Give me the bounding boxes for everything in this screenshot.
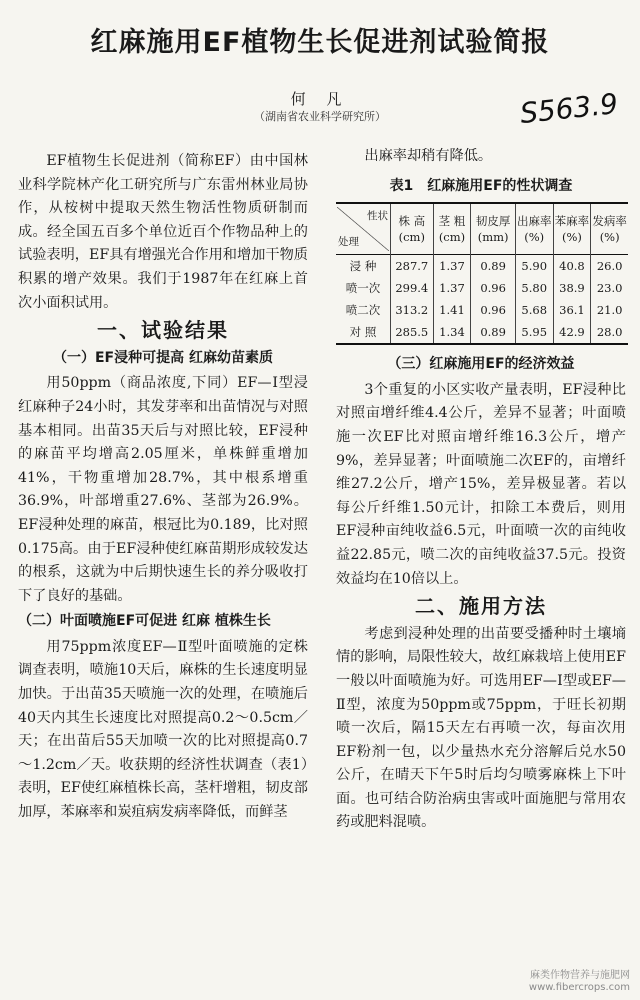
table-cell: 40.8 bbox=[553, 255, 591, 278]
row-label: 喷二次 bbox=[345, 303, 381, 318]
table-cell: 1.37 bbox=[433, 277, 471, 299]
table-header-cell: 株 高 (cm) bbox=[391, 203, 434, 255]
table-cell: 5.68 bbox=[515, 299, 553, 321]
author-name: 何 凡 bbox=[290, 90, 350, 108]
diag-label-trait: 性状 bbox=[367, 210, 388, 223]
table-row bbox=[336, 277, 628, 299]
table-cell: 287.7 bbox=[391, 255, 434, 278]
table-cell: 38.9 bbox=[553, 277, 591, 299]
table-cell: 5.90 bbox=[515, 255, 553, 278]
table-cell: 299.4 bbox=[391, 277, 434, 299]
table-diagonal-header-cell bbox=[336, 203, 391, 255]
author-affiliation: （湖南省农业科学研究所） bbox=[254, 110, 386, 123]
economic-benefit-paragraph: 3个重复的小区实收产量表明，EF浸种比对照亩增纤维4.4公斤，差异不显著；叶面喷施一次EF比对照亩增纤维16.3公斤，增产9%，差异显著；叶面喷施二次EF的，亩增纤维27.2公斤，增产15%，差异极显著。若以每公斤纤维1.50元计，扣除工本费后，则用EF浸种亩纯收益6.5元，叶面喷一次的亩纯收益22.85元，喷二次的亩纯收益37.5元。投资效益均在10倍以上。 bbox=[336, 381, 626, 587]
watermark-url: www.fibercrops.com bbox=[528, 982, 630, 993]
table-header-cell: 茎 粗 (cm) bbox=[433, 203, 471, 255]
table-cell: 285.5 bbox=[391, 321, 434, 344]
table-row bbox=[336, 321, 628, 344]
table-cell: 23.0 bbox=[591, 277, 628, 299]
diag-label-treatment: 处理 bbox=[338, 236, 359, 249]
table-cell: 0.89 bbox=[471, 255, 515, 278]
table-cell: 0.96 bbox=[471, 277, 515, 299]
row-label: 喷一次 bbox=[345, 281, 381, 296]
article-title: 红麻施用EF植物生长促进剂试验简报 bbox=[90, 27, 550, 58]
table-cell: 42.9 bbox=[553, 321, 591, 344]
table-header-cell: 发病率 (%) bbox=[591, 203, 628, 255]
table-cell: 1.34 bbox=[433, 321, 471, 344]
subsection-heading-foliar-spray: （二）叶面喷施EF可促进 红麻 植株生长 bbox=[18, 613, 271, 630]
table-header-row bbox=[336, 203, 628, 255]
row-label: 对 照 bbox=[349, 325, 377, 340]
trait-survey-table bbox=[336, 202, 628, 345]
table-row bbox=[336, 255, 628, 278]
foliar-spray-paragraph: 用75ppm浓度EF—Ⅱ型叶面喷施的定株调查表明，喷施10天后，麻株的生长速度明显加快。于出苗35天喷施一次的处理，在喷施后40天内其生长速度比对照提高0.2～0.5cm／天；在出苗后55天加喷一次的比对照提高0.7～1.2cm／天。收获期的经济性状调查（表1）表明，EF使红麻植株长高，茎杆增粗，韧皮部加厚，苯麻率和炭疽病发病率降低，而鲜茎 bbox=[18, 638, 308, 821]
watermark-site-name: 麻类作物营养与施肥网 bbox=[530, 970, 630, 981]
table-cell: 0.89 bbox=[471, 321, 515, 344]
table-cell: 26.0 bbox=[591, 255, 628, 278]
table-cell: 21.0 bbox=[591, 299, 628, 321]
table-cell: 1.37 bbox=[433, 255, 471, 278]
right-column bbox=[336, 145, 626, 835]
handwritten-classification-code: S563.9 bbox=[518, 86, 620, 131]
table-header-cell: 韧皮厚 (mm) bbox=[471, 203, 515, 255]
section-heading-application-method: 二、施用方法 bbox=[415, 594, 547, 619]
site-watermark bbox=[529, 970, 630, 994]
table-cell: 5.80 bbox=[515, 277, 553, 299]
application-method-paragraph: 考虑到浸种处理的出苗要受播种时土壤墒情的影响，局限性较大，故红麻栽培上使用EF一般以叶面喷施为好。可选用EF—Ⅰ型或EF—Ⅱ型，浓度为50ppm或75ppm，于旺长初期喷一次后，隔15天左右再喷一次，每亩次用EF粉剂一包，以少量热水充分溶解后兑水50公斤，在晴天下午5时后均匀喷雾麻株上下叶面。也可结合防治病虫害或叶面施肥与常用农药或肥料混喷。 bbox=[336, 625, 626, 831]
table-header-cell: 苯麻率 (%) bbox=[553, 203, 591, 255]
table-row bbox=[336, 299, 628, 321]
section-heading-results: 一、试验结果 bbox=[97, 318, 229, 343]
row-label: 浸 种 bbox=[349, 259, 377, 274]
intro-paragraph: EF植物生长促进剂（简称EF）由中国林业科学院林产化工研究所与广东雷州林业局协作，从桉树中提取天然生物活性物质研制而成。经全国五百多个单位近百个作物品种上的试验表明，EF具有增强光合作用和增加干物质积累的增产效果。我们于1987年在红麻上首次小面积试用。 bbox=[18, 153, 308, 311]
subsection-heading-economic-benefit: （三）红麻施用EF的经济效益 bbox=[387, 356, 575, 373]
continuation-paragraph: 出麻率却稍有降低。 bbox=[364, 148, 493, 164]
table-caption: 表1 红麻施用EF的性状调查 bbox=[389, 177, 573, 194]
seed-soaking-paragraph: 用50ppm（商品浓度,下同）EF—Ⅰ型浸红麻种子24小时，其发芽率和出苗情况与对照基本相同。出苗35天后与对照比较，EF浸种的麻苗平均增高2.05厘米，单株鲜重增加41%，干物重增加28.7%，其中根系增重36.9%，叶部增重27.6%、茎部为26.9%。EF浸种处理的麻苗，根冠比为0.189，比对照0.175高。由于EF浸种使红麻苗期形成较发达的根系，这就为中后期快速生长的养分吸收打下了良好的基础。 bbox=[18, 375, 308, 604]
table-cell: 1.41 bbox=[433, 299, 471, 321]
table-cell: 36.1 bbox=[553, 299, 591, 321]
table-header-cell: 出麻率 (%) bbox=[515, 203, 553, 255]
left-column bbox=[18, 150, 308, 825]
table-cell: 313.2 bbox=[391, 299, 434, 321]
table-cell: 5.95 bbox=[515, 321, 553, 344]
subsection-heading-seed-soaking: （一）EF浸种可提高 红麻幼苗素质 bbox=[52, 349, 273, 366]
table-cell: 28.0 bbox=[591, 321, 628, 344]
table-cell: 0.96 bbox=[471, 299, 515, 321]
